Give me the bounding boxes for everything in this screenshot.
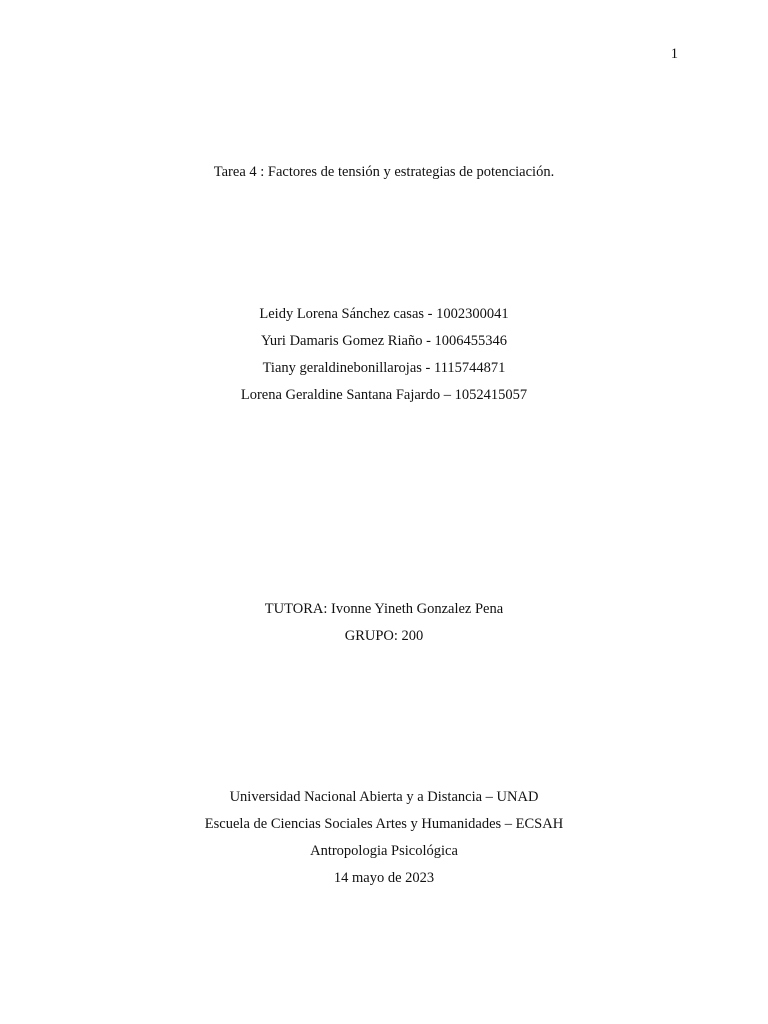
tutor-line: TUTORA: Ivonne Yineth Gonzalez Pena bbox=[264, 601, 504, 617]
page-number: 1 bbox=[670, 46, 678, 62]
document-title: Tarea 4 : Factores de tensión y estrategias de potenciación. bbox=[213, 164, 555, 180]
date-line: 14 mayo de 2023 bbox=[333, 870, 435, 886]
author-line: Lorena Geraldine Santana Fajardo – 1052415057 bbox=[240, 387, 528, 403]
author-line: Yuri Damaris Gomez Riaño - 1006455346 bbox=[260, 333, 508, 349]
school-line: Escuela de Ciencias Sociales Artes y Humanidades – ECSAH bbox=[204, 816, 564, 832]
author-line: Tiany geraldinebonillarojas - 1115744871 bbox=[262, 360, 506, 376]
institution-line: Universidad Nacional Abierta y a Distancia – UNAD bbox=[229, 789, 539, 805]
course-line: Antropologia Psicológica bbox=[310, 843, 458, 859]
group-line: GRUPO: 200 bbox=[344, 628, 424, 644]
author-line: Leidy Lorena Sánchez casas - 1002300041 bbox=[259, 306, 509, 322]
